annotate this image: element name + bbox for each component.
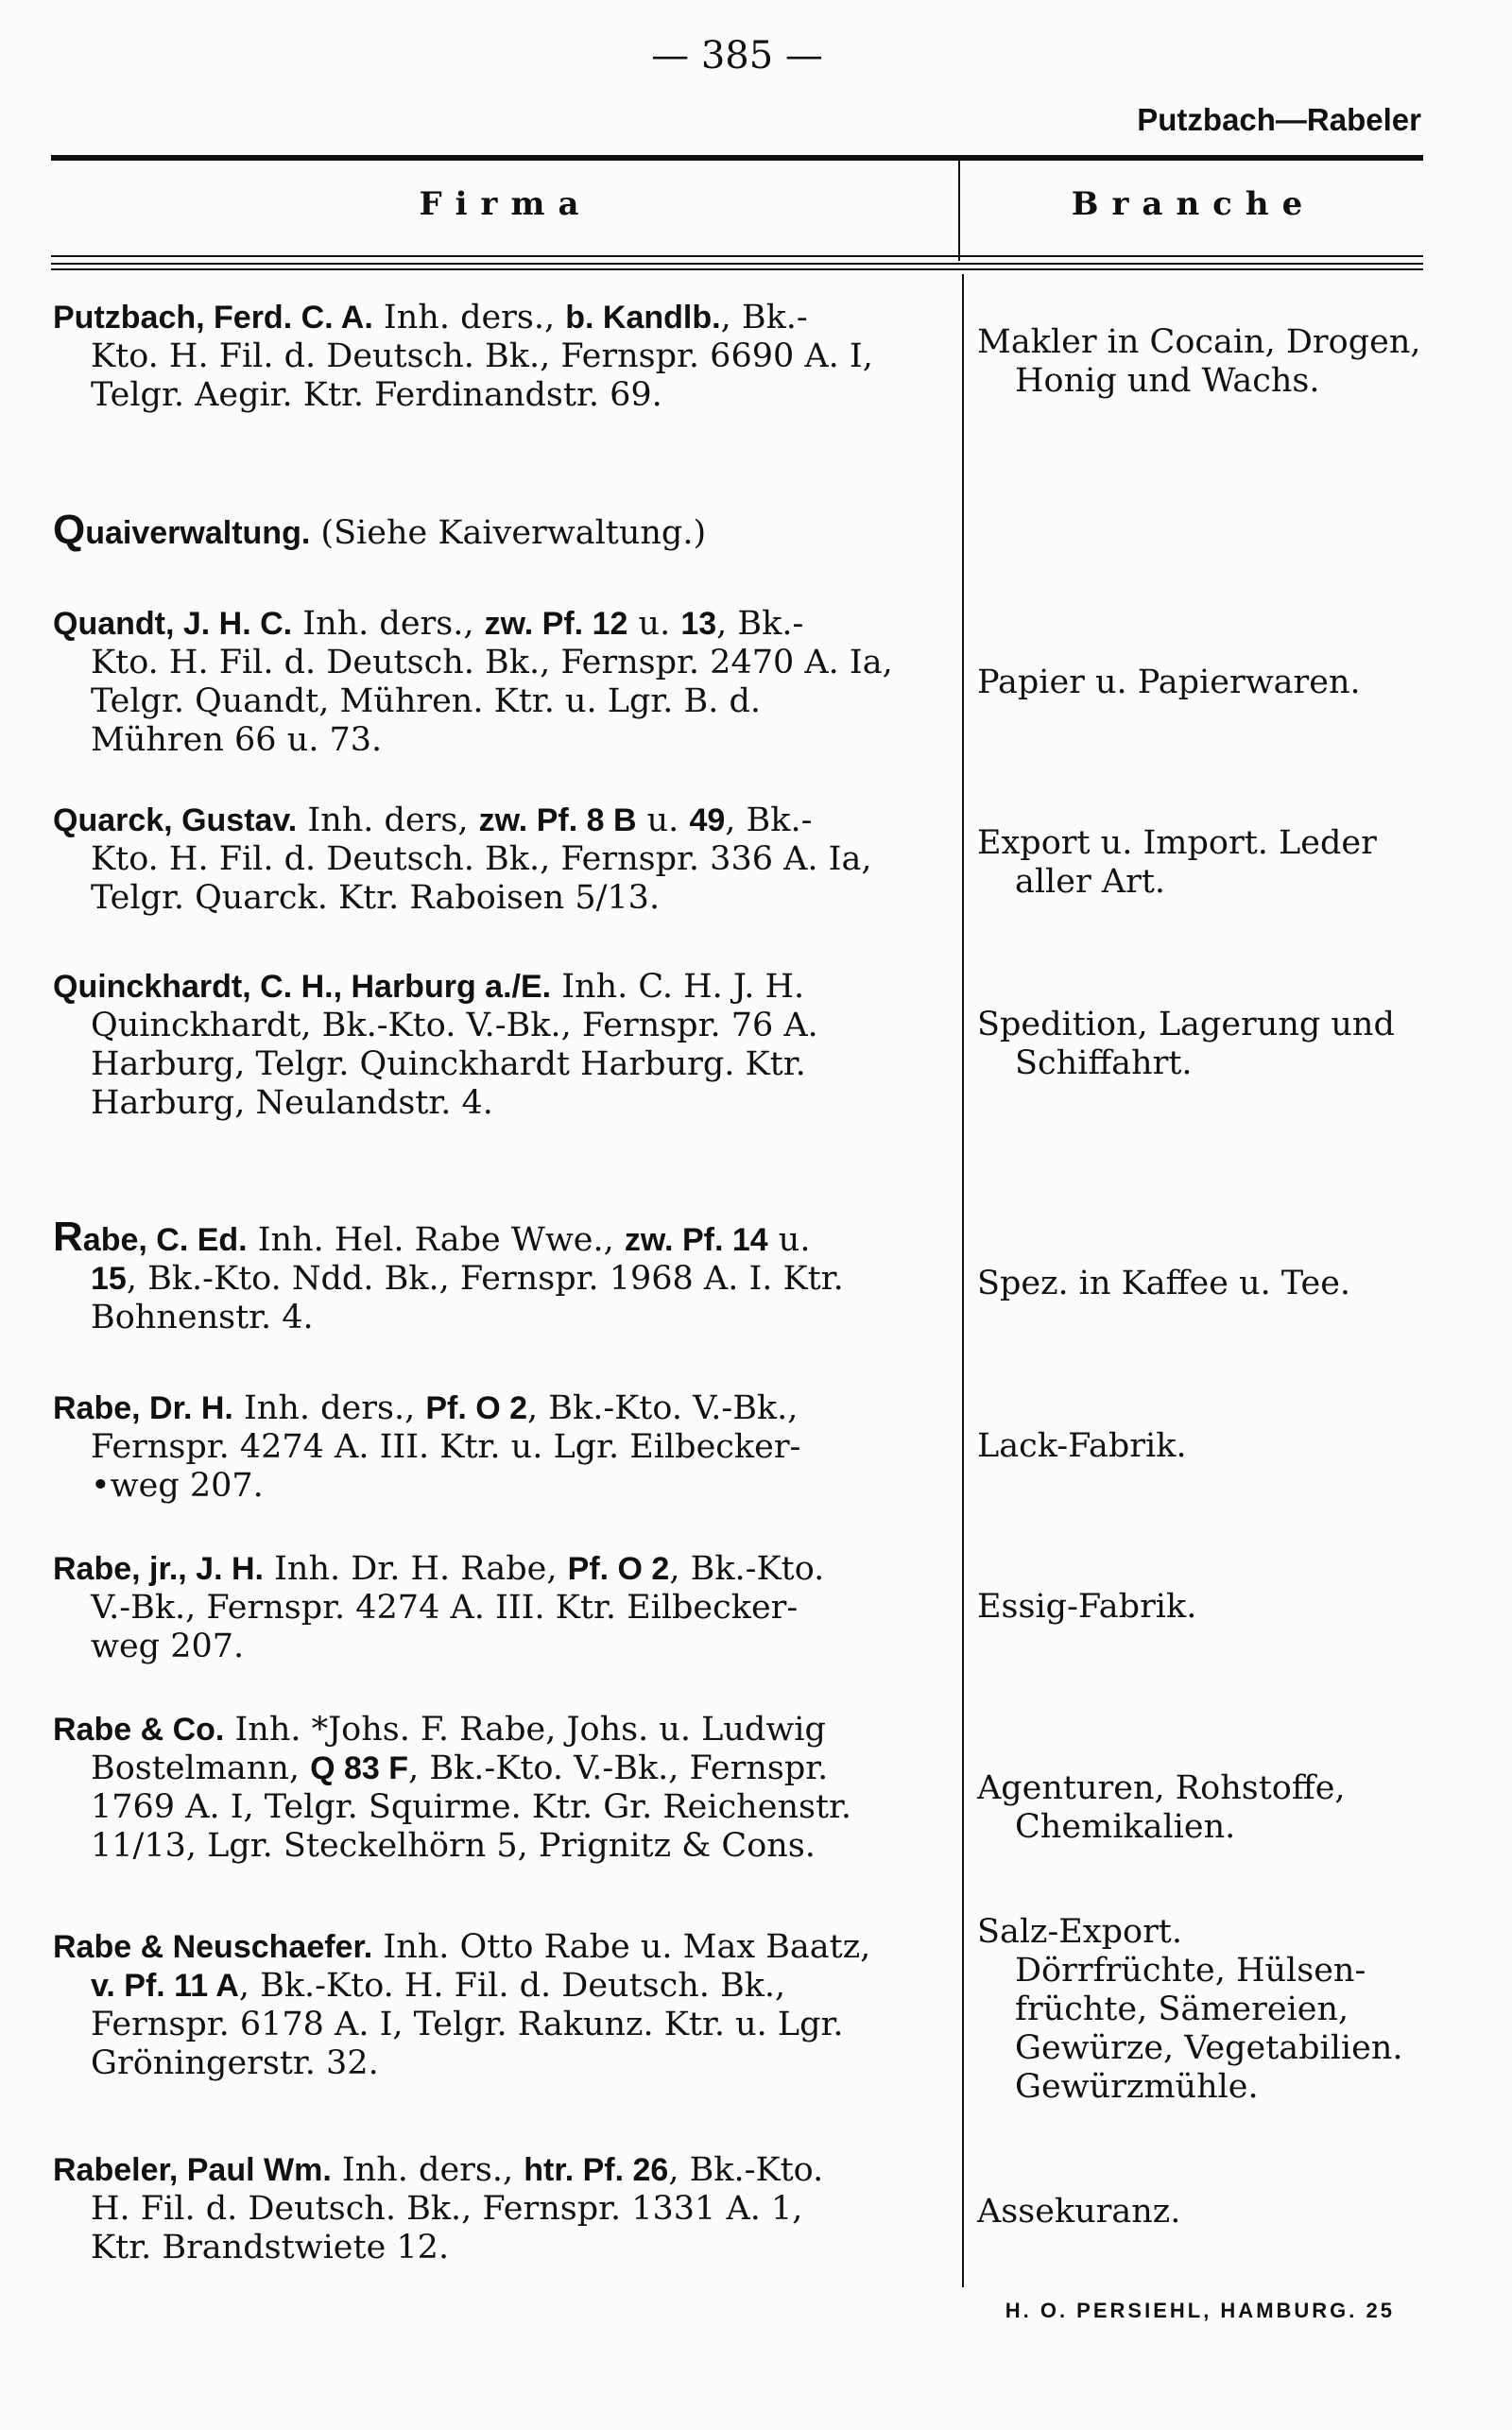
entry-text: Telgr. Aegir. Ktr. Ferdinandstr. 69. [91, 376, 662, 414]
firm-entry-line [53, 2044, 951, 2083]
firm-entry-line [53, 840, 951, 879]
branch-line: Schiffahrt. [1015, 1044, 1193, 1082]
firm-entry-line [53, 1260, 951, 1299]
entry-text: 11/13, Lgr. Steckelhörn 5, Prignitz & Cons. [91, 1827, 816, 1865]
firm-entry-line [53, 1045, 951, 1084]
firm-name: Putzbach, Ferd. C. A. [53, 300, 373, 336]
firm-entry-line [53, 644, 951, 682]
header-rule-1 [51, 255, 1423, 257]
branch-line: Spedition, Lagerung und [977, 1006, 1395, 1043]
firm-entry-first-line [53, 1928, 951, 1967]
branch-cell [977, 323, 1487, 401]
entry-text: Inh. Dr. H. Rabe, [263, 1550, 568, 1588]
firm-entry [53, 605, 951, 760]
entry-text: Mühren 66 u. 73. [91, 721, 383, 759]
branch-cell [977, 664, 1487, 702]
entry-text: Inh. ders., [292, 605, 485, 643]
firm-name: Q [53, 507, 86, 553]
firm-name: R [53, 1214, 83, 1260]
firm-entry-line [53, 1589, 951, 1628]
bold-text: zw. Pf. 14 [624, 1222, 768, 1258]
firm-name: Rabeler, Paul Wm. [53, 2152, 332, 2188]
firm-name: Rabe & Neuschaefer. [53, 1929, 373, 1965]
entry-text: u. [636, 801, 690, 839]
running-head: Putzbach—Rabeler [1137, 102, 1421, 137]
firm-entry-line [53, 1084, 951, 1123]
entry-text: Inh. Otto Rabe u. Max Baatz, [372, 1928, 871, 1966]
entry-text: Bostelmann, [91, 1749, 311, 1787]
entry-text: V.-Bk., Fernspr. 4274 A. III. Ktr. Eilbecker- [91, 1589, 799, 1627]
firm-entry [53, 968, 951, 1123]
firm-entry-first-line [53, 968, 951, 1007]
firm-entry-first-line [53, 801, 951, 840]
branch-line: Essig-Fabrik. [977, 1588, 1197, 1626]
bold-text: 49 [689, 802, 726, 838]
branch-cell [977, 1006, 1487, 1083]
bold-text: 15 [91, 1261, 127, 1297]
entry-text: , Bk.- [716, 605, 804, 643]
branch-cell [977, 1427, 1487, 1466]
page-number: — 385 — [651, 34, 823, 78]
branch-line: Export u. Import. Leder [977, 824, 1377, 862]
firm-entry [53, 507, 951, 553]
entry-text: Kto. H. Fil. d. Deutsch. Bk., Fernspr. 6690 A. I, [91, 337, 873, 375]
entry-text: , Bk.- [725, 801, 813, 839]
entry-text: , Bk.-Kto. V.-Bk., Fernspr. [408, 1749, 829, 1787]
bold-text: Pf. O 2 [425, 1390, 528, 1426]
firm-entry-line [53, 2190, 951, 2229]
entry-text: Harburg, Telgr. Quinckhardt Harburg. Ktr. [91, 1045, 806, 1083]
firm-entry-first-line [53, 299, 951, 337]
entry-text: u. [767, 1221, 811, 1259]
entry-text: (Siehe Kaiverwaltung.) [310, 514, 707, 552]
entry-text: •weg 207. [91, 1467, 264, 1505]
entry-text: Gröningerstr. 32. [91, 2044, 379, 2082]
entry-text: H. Fil. d. Deutsch. Bk., Fernspr. 1331 A. 1, [91, 2190, 803, 2228]
bold-text: Pf. O 2 [567, 1551, 670, 1587]
branch-cell [977, 824, 1487, 902]
branch-line: aller Art. [1015, 863, 1166, 901]
firm-entry-line [53, 1827, 951, 1866]
firm-name: Rabe, Dr. H. [53, 1390, 233, 1426]
firm-entry [53, 1928, 951, 2083]
top-rule [51, 155, 1423, 161]
firm-entry-line [53, 1967, 951, 2006]
firm-name: Rabe, jr., J. H. [53, 1551, 264, 1587]
entry-text: Fernspr. 4274 A. III. Ktr. u. Lgr. Eilbecker- [91, 1428, 801, 1466]
entry-text: Kto. H. Fil. d. Deutsch. Bk., Fernspr. 336 A. Ia, [91, 840, 872, 878]
firm-entry-line [53, 682, 951, 721]
firm-entry [53, 2151, 951, 2267]
column-divider-head [958, 161, 960, 261]
entry-text: , Bk.-Kto. [668, 2151, 824, 2189]
firm-entry [53, 299, 951, 415]
branch-cell [977, 1265, 1487, 1303]
entry-text: Bohnenstr. 4. [91, 1299, 314, 1336]
bold-text: zw. Pf. 8 B [478, 802, 637, 838]
entry-text: Ktr. Brandstwiete 12. [91, 2229, 450, 2266]
firm-entry-line [53, 1788, 951, 1827]
entry-text: Kto. H. Fil. d. Deutsch. Bk., Fernspr. 2470 A. Ia, [91, 644, 893, 681]
firm-entry-line [53, 879, 951, 918]
branch-cell [977, 1588, 1487, 1627]
entry-text: Fernspr. 6178 A. I, Telgr. Rakunz. Ktr. u. Lgr. [91, 2006, 844, 2043]
firm-entry-line [53, 1007, 951, 1045]
branch-line: Papier u. Papierwaren. [977, 664, 1361, 701]
entry-text: Telgr. Quarck. Ktr. Raboisen 5/13. [91, 879, 661, 917]
branch-line: Gewürze, Vegetabilien. [1015, 2029, 1403, 2067]
firm-entry [53, 1389, 951, 1506]
firm-entry-line [53, 337, 951, 376]
entry-text: Inh. C. H. J. H. [551, 968, 805, 1006]
bold-text: v. Pf. 11 A [91, 1968, 239, 2004]
entry-text: Inh. ders., [372, 299, 566, 336]
entry-text: Inh. ders., [331, 2151, 524, 2189]
firm-entry-line [53, 376, 951, 415]
bold-text: zw. Pf. 12 [484, 606, 628, 642]
firm-entry-first-line [53, 2151, 951, 2190]
entry-text: 1769 A. I, Telgr. Squirme. Ktr. Gr. Reichenstr. [91, 1788, 852, 1826]
firm-entry-first-line [53, 605, 951, 644]
firm-entry [53, 1550, 951, 1666]
entry-text: Telgr. Quandt, Mühren. Ktr. u. Lgr. B. d. [91, 682, 762, 720]
header-rule-2 [51, 263, 1423, 265]
firm-entry-line [53, 2229, 951, 2267]
entry-text: Harburg, Neulandstr. 4. [91, 1084, 493, 1122]
firm-name: Quinckhardt, C. H., Harburg a./E. [53, 969, 552, 1005]
firm-entry [53, 1711, 951, 1866]
branch-line: Salz-Export. [977, 1913, 1182, 1951]
firm-entry-line [53, 1467, 951, 1506]
firm-name: Quarck, Gustav. [53, 802, 298, 838]
column-divider [962, 274, 964, 2287]
branch-line: Makler in Cocain, Drogen, [977, 323, 1421, 361]
bold-text: b. Kandlb. [565, 300, 721, 336]
bold-text: htr. Pf. 26 [524, 2152, 669, 2188]
entry-text: , Bk.-Kto. H. Fil. d. Deutsch. Bk., [238, 1967, 786, 2005]
bold-text: 13 [680, 606, 717, 642]
entry-text: , Bk.- [720, 299, 808, 336]
firm-name: uaiverwaltung. [85, 515, 311, 551]
firm-name: Rabe & Co. [53, 1712, 225, 1748]
printer-imprint: H. O. PERSIEHL, HAMBURG. 25 [1005, 2299, 1395, 2322]
firm-name: abe, C. Ed. [82, 1222, 248, 1258]
firm-entry-line [53, 1428, 951, 1467]
firm-name: Quandt, J. H. C. [53, 606, 293, 642]
firm-entry [53, 801, 951, 918]
entry-text: , Bk.-Kto. [669, 1550, 825, 1588]
firm-entry-first-line [53, 1550, 951, 1589]
bold-text: Q 83 F [310, 1750, 409, 1786]
entry-text: weg 207. [91, 1628, 245, 1665]
firm-entry-first-line [53, 1214, 951, 1260]
column-header-firm: Firma [419, 185, 593, 223]
branch-line: Honig und Wachs. [1015, 362, 1320, 400]
firm-entry-line [53, 2006, 951, 2044]
branch-cell [977, 1913, 1487, 2107]
firm-entry-line [53, 1299, 951, 1337]
firm-entry-line [53, 1628, 951, 1666]
firm-entry [53, 1214, 951, 1337]
header-rule-3 [51, 268, 1423, 270]
firm-entry-line [53, 1749, 951, 1788]
branch-cell [977, 2193, 1487, 2232]
firm-entry-line [53, 721, 951, 760]
branch-line: Assekuranz. [977, 2193, 1181, 2231]
branch-line: früchte, Sämereien, [1015, 1991, 1349, 2028]
entry-text: Inh. ders., [232, 1389, 426, 1427]
entry-text: Inh. Hel. Rabe Wwe., [247, 1221, 625, 1259]
entry-text: Inh. *Johs. F. Rabe, Johs. u. Ludwig [224, 1711, 826, 1749]
entry-text: u. [627, 605, 681, 643]
branch-cell [977, 1769, 1487, 1847]
firm-entry-first-line [53, 507, 951, 553]
entry-text: , Bk.-Kto. Ndd. Bk., Fernspr. 1968 A. I. Ktr. [126, 1260, 844, 1298]
firm-entry-first-line [53, 1389, 951, 1428]
column-header-branch: Branche [1071, 185, 1316, 223]
branch-line: Gewürzmühle. [1015, 2068, 1259, 2106]
firm-entry-first-line [53, 1711, 951, 1749]
branch-line: Agenturen, Rohstoffe, [977, 1769, 1346, 1807]
entry-text: Inh. ders, [297, 801, 479, 839]
entry-text: , Bk.-Kto. V.-Bk., [527, 1389, 799, 1427]
branch-line: Lack-Fabrik. [977, 1427, 1187, 1465]
branch-line: Spez. in Kaffee u. Tee. [977, 1265, 1351, 1302]
entry-text: Quinckhardt, Bk.-Kto. V.-Bk., Fernspr. 76 A. [91, 1007, 818, 1044]
branch-line: Dörrfrüchte, Hülsen- [1015, 1952, 1366, 1990]
branch-line: Chemikalien. [1015, 1808, 1236, 1846]
